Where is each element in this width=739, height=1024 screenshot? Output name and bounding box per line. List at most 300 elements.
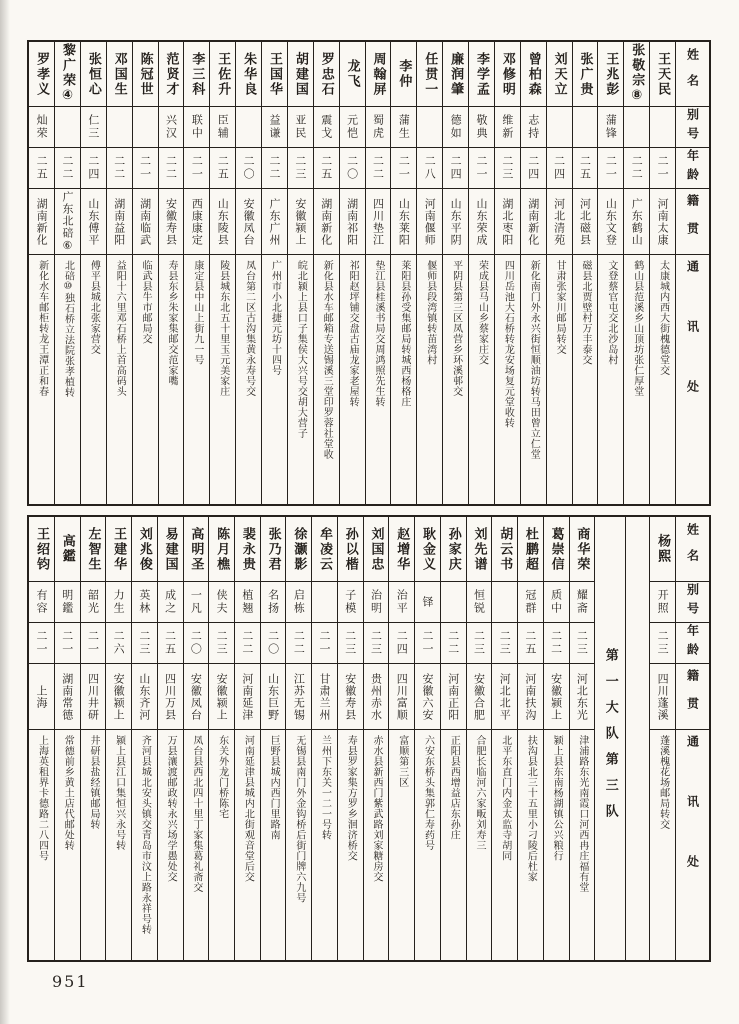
name-cell (29, 517, 54, 581)
address-cell (133, 254, 158, 504)
address-cell (570, 729, 595, 960)
age-cell (467, 622, 492, 663)
name-cell (521, 42, 546, 106)
person-alias: 子模 (343, 589, 357, 615)
alias-cell (389, 581, 414, 622)
person-age: 二三 (656, 630, 670, 656)
header-address-label: 通讯处 (685, 735, 700, 915)
person-address: 凤台第二区古沟集黄永寿号交 (243, 260, 255, 397)
person-origin: 湖南新化 (319, 197, 333, 246)
person-origin: 安徽六安 (420, 672, 434, 721)
person-alias: 成之 (163, 589, 177, 615)
origin-cell (389, 663, 414, 729)
page-number: 951 (52, 972, 89, 991)
person-name: 赵增华 (394, 526, 410, 572)
name-cell (492, 517, 517, 581)
person-name: 罗孝义 (34, 51, 50, 97)
person-age: 二二 (549, 630, 563, 656)
alias-cell (209, 581, 234, 622)
person-name: 刘国忠 (368, 526, 384, 572)
name-cell (261, 517, 286, 581)
person-alias: 耀斋 (575, 589, 589, 615)
person-column (518, 517, 544, 960)
person-origin: 河南太康 (656, 197, 670, 246)
address-cell (492, 729, 517, 960)
address-cell (286, 729, 311, 960)
person-name: 黎广荣④ (59, 43, 75, 105)
name-cell (650, 517, 675, 581)
person-alias: 有容 (34, 589, 48, 615)
address-cell (288, 254, 313, 504)
person-name: 刘先谱 (471, 526, 487, 572)
address-cell (364, 729, 389, 960)
person-origin: 安徽凤台 (189, 672, 203, 721)
person-age: 二一 (474, 155, 488, 181)
person-name: 李学孟 (473, 51, 489, 97)
person-address: 寿县罗家集方罗乡洄济桥交 (345, 735, 357, 861)
person-origin: 山东齐河 (137, 672, 151, 721)
alias-cell (184, 106, 209, 147)
address-cell (159, 254, 184, 504)
origin-cell (364, 663, 389, 729)
alias-cell (467, 581, 492, 622)
person-name: 胡建国 (292, 51, 308, 97)
person-address: 无锡县南门外金钩桥后街门牌六九号 (293, 735, 305, 903)
age-cell (573, 147, 598, 188)
person-age: 二〇 (242, 155, 256, 181)
person-name: 刘兆俊 (136, 526, 152, 572)
address-cell (544, 729, 569, 960)
header-name-label: 姓名 (685, 523, 700, 575)
header-name-label: 姓名 (685, 48, 700, 100)
alias-cell (598, 106, 623, 147)
person-origin: 河南偃师 (423, 197, 437, 246)
person-name: 左智生 (85, 526, 101, 572)
person-alias: 植翘 (240, 589, 254, 615)
person-alias: 维新 (500, 114, 514, 140)
header-origin-label: 籍贯 (685, 668, 700, 725)
age-cell (650, 147, 675, 188)
alias-cell (492, 581, 517, 622)
origin-cell (518, 663, 543, 729)
alias-cell (469, 106, 494, 147)
person-name: 张恒心 (85, 51, 101, 97)
age-cell (547, 147, 572, 188)
person-address: 甘肃张家川邮局转交 (554, 260, 566, 355)
person-address: 津浦路东光南霞口河西冉庄福有堂 (576, 735, 588, 893)
person-address: 祁阳赵坪铺交盘古庙龙家老屋转 (347, 260, 359, 407)
alias-cell (314, 106, 339, 147)
person-origin: 广东北碚⑥ (60, 190, 74, 253)
origin-cell (391, 188, 416, 254)
person-age: 二四 (526, 155, 540, 181)
person-address: 正阳县西增益店东孙庄 (448, 735, 460, 840)
person-address: 颍上县江口集恒兴永号转 (113, 735, 125, 851)
person-age: 二三 (369, 630, 383, 656)
alias-cell (547, 106, 572, 147)
address-cell (441, 729, 466, 960)
name-cell (340, 42, 365, 106)
name-cell (441, 517, 466, 581)
name-cell (570, 517, 595, 581)
person-alias: 亚民 (293, 114, 307, 140)
person-column (391, 42, 417, 504)
person-column (650, 42, 676, 504)
origin-cell (159, 188, 184, 254)
person-name: 王兆彭 (603, 51, 619, 97)
origin-cell (650, 188, 675, 254)
address-cell (55, 254, 80, 504)
header-address-cell (676, 254, 709, 504)
name-cell (236, 42, 261, 106)
name-cell (443, 42, 468, 106)
person-age: 二一 (420, 630, 434, 656)
person-alias: 兴汉 (164, 114, 178, 140)
address-cell (338, 729, 363, 960)
alias-cell (443, 106, 468, 147)
age-cell (209, 622, 234, 663)
person-age: 二六 (112, 630, 126, 656)
name-cell (159, 42, 184, 106)
person-age: 二〇 (189, 630, 203, 656)
origin-cell (184, 663, 209, 729)
top-header-column (676, 42, 709, 504)
header-age-cell (676, 622, 709, 663)
person-origin: 四川蓬溪 (656, 672, 670, 721)
person-origin: 安徽凤台 (242, 197, 256, 246)
origin-cell (492, 663, 517, 729)
address-cell (624, 254, 649, 504)
person-address: 富顺第三区 (396, 735, 408, 788)
address-cell (209, 729, 234, 960)
person-address: 莱阳县孙受集邮局转城西杨格庄 (398, 260, 410, 407)
person-origin: 湖南新化 (526, 197, 540, 246)
person-address: 新化县水车邮箱专送锡溪三堂印罗蓉社堂收 (321, 260, 333, 460)
person-column (366, 42, 392, 504)
person-name: 徐灏影 (291, 526, 307, 572)
person-name: 范贤才 (163, 51, 179, 97)
alias-cell (184, 581, 209, 622)
alias-cell (235, 581, 260, 622)
age-cell (389, 622, 414, 663)
person-name: 耿金义 (419, 526, 435, 572)
header-age-label: 年龄 (685, 624, 700, 662)
name-cell (106, 517, 131, 581)
person-age: 二五 (35, 155, 49, 181)
person-name: 孙家庆 (445, 526, 461, 572)
person-address: 偃师县段湾镇转苗湾村 (424, 260, 436, 365)
person-column (314, 42, 340, 504)
person-age: 二三 (498, 630, 512, 656)
person-alias: 震戈 (319, 114, 333, 140)
origin-cell (521, 188, 546, 254)
name-cell (547, 42, 572, 106)
address-cell (314, 254, 339, 504)
origin-cell (573, 188, 598, 254)
name-cell (417, 42, 442, 106)
name-cell (132, 517, 157, 581)
address-cell (81, 254, 106, 504)
person-name: 任贯一 (422, 51, 438, 97)
address-cell (340, 254, 365, 504)
person-age: 二二 (267, 155, 281, 181)
person-name: 孙以楷 (342, 526, 358, 572)
person-column (547, 42, 573, 504)
person-origin: 山东陵县 (216, 197, 230, 246)
origin-cell (469, 188, 494, 254)
person-age: 二二 (292, 630, 306, 656)
person-name: 陈冠世 (137, 51, 153, 97)
name-cell (81, 42, 106, 106)
person-column (235, 517, 261, 960)
person-alias: 韶光 (86, 589, 100, 615)
bottom-register-table (27, 515, 711, 962)
person-origin: 四川万县 (163, 672, 177, 721)
name-cell (389, 517, 414, 581)
address-cell (29, 729, 54, 960)
address-cell (650, 729, 675, 960)
person-alias: 冠群 (523, 589, 537, 615)
person-column (544, 517, 570, 960)
age-cell (210, 147, 235, 188)
address-cell (391, 254, 416, 504)
person-alias: 启栋 (292, 589, 306, 615)
age-cell (443, 147, 468, 188)
person-age: 二一 (138, 155, 152, 181)
person-address: 傅平县城北张家营交 (88, 260, 100, 355)
address-cell (210, 254, 235, 504)
person-column (209, 517, 235, 960)
person-column (340, 42, 366, 504)
origin-cell (236, 188, 261, 254)
person-column (467, 517, 493, 960)
address-cell (312, 729, 337, 960)
origin-cell (598, 188, 623, 254)
age-cell (441, 622, 466, 663)
age-cell (286, 622, 311, 663)
alias-cell (340, 106, 365, 147)
address-cell (184, 729, 209, 960)
header-age-label: 年龄 (685, 149, 700, 187)
name-cell (624, 42, 649, 106)
person-age: 二三 (575, 630, 589, 656)
person-alias: 德如 (449, 114, 463, 140)
alias-cell (107, 106, 132, 147)
person-age: 二二 (371, 155, 385, 181)
name-cell (598, 42, 623, 106)
person-address: 鹤山县范溪乡山顶坊张仁厚堂 (631, 260, 643, 397)
address-cell (107, 254, 132, 504)
person-column (288, 42, 314, 504)
person-column (338, 517, 364, 960)
age-cell (492, 622, 517, 663)
address-cell (366, 254, 391, 504)
age-cell (262, 147, 287, 188)
age-cell (55, 622, 80, 663)
person-name: 杜鹏超 (522, 526, 538, 572)
person-origin: 河北清苑 (552, 197, 566, 246)
bottom-header-column (676, 517, 709, 960)
origin-cell (29, 188, 54, 254)
person-name: 李三科 (189, 51, 205, 97)
person-age: 二五 (578, 155, 592, 181)
alias-cell (158, 581, 183, 622)
person-address: 平阴县第三区凤营乡环溪邨交 (450, 260, 462, 397)
origin-cell (624, 188, 649, 254)
header-name-cell (676, 42, 709, 106)
person-address: 磁县北贾壁村万丰泰交 (579, 260, 591, 365)
person-origin: 河南延津 (240, 672, 254, 721)
person-column (55, 42, 81, 504)
person-column (441, 517, 467, 960)
person-column (417, 42, 443, 504)
person-origin: 四川富顺 (395, 672, 409, 721)
name-cell (209, 517, 234, 581)
person-origin: 河南正阳 (446, 672, 460, 721)
origin-cell (570, 663, 595, 729)
person-column (415, 517, 441, 960)
person-name: 裴永贵 (239, 526, 255, 572)
name-cell (495, 42, 520, 106)
age-cell (469, 147, 494, 188)
person-age: 二一 (397, 155, 411, 181)
person-name: 廉润肇 (448, 51, 464, 97)
person-address: 新化南门外永兴街恒顺油坊转马田曾立仁堂 (528, 260, 540, 460)
person-alias: 元恺 (345, 114, 359, 140)
person-alias: 蜀虎 (371, 114, 385, 140)
origin-cell (495, 188, 520, 254)
address-cell (469, 254, 494, 504)
person-column (81, 42, 107, 504)
person-address: 皖北颍上县口子集侯大兴号交胡大营子 (295, 260, 307, 439)
age-cell (133, 147, 158, 188)
person-address: 临武县牛市邮局交 (140, 260, 152, 344)
person-age: 二四 (86, 155, 100, 181)
origin-cell (547, 188, 572, 254)
person-column (29, 517, 55, 960)
person-alias: 志持 (526, 114, 540, 140)
origin-cell (312, 663, 337, 729)
person-age: 二五 (216, 155, 230, 181)
name-cell (312, 517, 337, 581)
address-cell (467, 729, 492, 960)
header-alias-label: 别号 (685, 583, 700, 621)
address-cell (184, 254, 209, 504)
person-origin: 上海 (34, 684, 48, 709)
origin-cell (314, 188, 339, 254)
person-origin: 甘肃兰州 (318, 672, 332, 721)
person-age: 二二 (60, 155, 74, 181)
person-name: 龙飞 (344, 59, 360, 89)
alias-cell (495, 106, 520, 147)
address-cell (81, 729, 106, 960)
person-column (443, 42, 469, 504)
person-age: 二三 (500, 155, 514, 181)
person-name: 高明圣 (188, 526, 204, 572)
origin-cell (261, 663, 286, 729)
age-cell (132, 622, 157, 663)
name-cell (55, 517, 80, 581)
origin-cell (262, 188, 287, 254)
address-cell (235, 729, 260, 960)
person-column (107, 42, 133, 504)
person-alias: 仁三 (86, 114, 100, 140)
person-alias: 一凡 (189, 589, 203, 615)
person-age: 二三 (343, 630, 357, 656)
name-cell (338, 517, 363, 581)
person-address: 四川岳池大石桥转龙安场复元堂收转 (502, 260, 514, 428)
person-address: 广州市小北捷元坊十四号 (269, 260, 281, 376)
alias-cell (262, 106, 287, 147)
person-address: 太康城内西大街槐德堂交 (657, 260, 669, 376)
address-cell (261, 729, 286, 960)
alias-cell (338, 581, 363, 622)
person-name: 李仲 (396, 59, 412, 89)
person-address: 陵县城东北五十里玉元美家庄 (217, 260, 229, 397)
person-name: 高鑑 (59, 534, 75, 564)
person-name: 王绍钧 (33, 526, 49, 572)
age-cell (366, 147, 391, 188)
person-column (364, 517, 390, 960)
person-column (492, 517, 518, 960)
origin-cell (106, 663, 131, 729)
origin-cell (209, 663, 234, 729)
age-cell (364, 622, 389, 663)
person-column (261, 517, 287, 960)
person-address: 赤水县新西门紫武路刘家糖房交 (371, 735, 383, 882)
person-origin: 河南扶沟 (523, 672, 537, 721)
person-name: 刘天立 (551, 51, 567, 97)
origin-cell (467, 663, 492, 729)
origin-cell (133, 188, 158, 254)
age-cell (288, 147, 313, 188)
person-alias: 蒲生 (397, 114, 411, 140)
header-alias-cell (676, 581, 709, 622)
person-origin: 江苏无锡 (292, 672, 306, 721)
name-cell (29, 42, 54, 106)
person-address: 康定县中山上街九一号 (191, 260, 203, 365)
name-cell (81, 517, 106, 581)
person-column (133, 42, 159, 504)
alias-cell (132, 581, 157, 622)
age-cell (29, 147, 54, 188)
person-age: 二二 (112, 155, 126, 181)
person-name: 张敬宗⑧ (629, 43, 645, 105)
age-cell (521, 147, 546, 188)
header-name-cell (676, 517, 709, 581)
person-address: 荣成县马山乡蔡家庄交 (476, 260, 488, 365)
age-cell (184, 622, 209, 663)
person-origin: 广东广州 (267, 197, 281, 246)
person-name: 周翰屏 (370, 51, 386, 97)
age-cell (55, 147, 80, 188)
person-address: 六安东桥头集郭仁寿药号 (422, 735, 434, 851)
person-column (210, 42, 236, 504)
person-alias: 敬典 (474, 114, 488, 140)
person-address: 凤台县西北四十里丁家集葛礼斋交 (190, 735, 202, 893)
person-alias: 治平 (395, 589, 409, 615)
person-column (573, 42, 599, 504)
name-cell (286, 517, 311, 581)
header-address-label: 通讯处 (685, 260, 700, 440)
address-cell (55, 729, 80, 960)
person-name: 杨熙 (655, 534, 671, 564)
person-address: 北碚⑩独石桥立法院张孝植转 (62, 260, 74, 398)
person-name: 王建华 (111, 526, 127, 572)
alias-cell (441, 581, 466, 622)
person-age: 二三 (215, 630, 229, 656)
person-address: 扶沟县北三十五里小刁陵后杜家 (525, 735, 537, 882)
